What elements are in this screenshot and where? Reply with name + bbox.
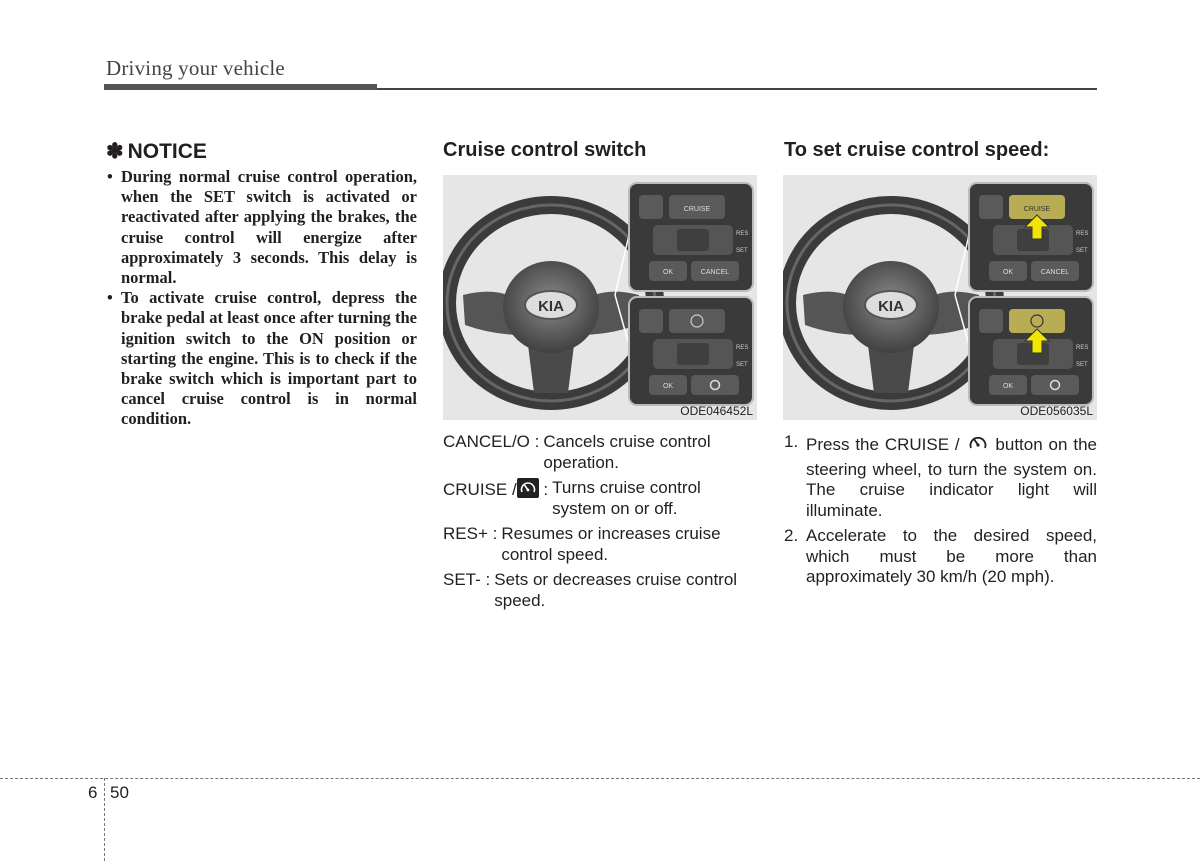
res-label-2: RES [736,345,749,351]
notice-star-icon: ✽ [106,140,124,163]
step-item [784,526,1097,588]
set-label-2: SET [736,362,748,368]
steering-wheel-illustration [443,175,757,420]
cruise-speedometer-icon [517,478,539,498]
notice-item: • To activate cruise control, depress the brake pedal at least once after turning the ignition switch to the ON position or starting the engine. This is to check if the brake switch which is important part to cancel cruise control is in normal condition. [104,288,417,429]
cancel-button-label-3: CANCEL [1040,269,1070,276]
figure-code: ODE046452L [680,404,753,418]
res-label-4: RES [1076,345,1089,351]
definition-cruise [443,478,757,519]
page-number: 50 [110,783,129,802]
steering-wheel-illustration-highlighted [783,175,1097,420]
step-text [806,432,1097,521]
definition-text: Sets or decreases cruise control speed. [494,570,738,610]
res-label: RES [736,231,749,237]
footer-rule [0,778,1200,779]
kia-logo-2: KIA [878,298,904,315]
notice-title: NOTICE [127,140,207,163]
definition-text: Cancels cruise control operation. [543,432,711,472]
steering-wheel-figure-1 [443,175,757,420]
header-rule-thin [377,88,1097,90]
definition-text: Turns cruise control system on or off. [552,478,701,518]
step-item [784,432,1097,521]
kia-logo: KIA [538,298,564,315]
definition-term: SET- : [443,570,491,589]
definition-term [443,478,552,519]
set-label-3: SET [1076,248,1088,254]
cruise-button-label-highlighted: CRUISE [1023,206,1051,213]
cancel-button-label: CANCEL [700,269,730,276]
switch-section-title: Cruise control switch [443,139,647,161]
set-steps [784,432,1097,593]
header-rule-thick [104,84,377,90]
set-section-title: To set cruise control speed: [784,139,1050,161]
steering-wheel-figure-2 [783,175,1097,420]
footer-divider [104,778,105,861]
definition-res [443,524,757,565]
set-label-4: SET [1076,362,1088,368]
step-number: 1. [784,432,799,451]
figure-code: ODE056035L [1020,404,1093,418]
definition-term: CANCEL/O : [443,432,540,451]
step-number: 2. [784,526,799,545]
definition-term-prefix: CRUISE / [443,480,517,499]
ok-button-label-3: OK [1002,269,1014,276]
step-text: Accelerate to the desired speed, which must be more than approximately 30 km/h (20 mph). [806,526,1097,586]
definition-cancel [443,432,757,473]
page-header-title: Driving your vehicle [106,56,285,80]
chapter-number: 6 [88,783,98,802]
set-label: SET [736,248,748,254]
definition-term-suffix: : [543,480,549,499]
notice-list [104,167,417,430]
notice-item: • During normal cruise control operation, when the SET switch is activated or reactivated after applying the brakes, the cruise control will energize after approximately 3 seconds. This delay is normal. [104,167,417,288]
notice-heading [106,139,207,164]
ok-button-label-4: OK [1002,383,1014,390]
switch-definitions [443,432,757,616]
definition-term: RES+ : [443,524,498,543]
res-label-3: RES [1076,231,1089,237]
cruise-speedometer-icon [966,432,990,460]
definition-text: Resumes or increases cruise control speed. [501,524,721,564]
step-text-after: button on the steering wheel, to turn the system on. The cruise indicator light will illuminate. [806,435,1097,520]
ok-button-label: OK [662,269,674,276]
definition-set [443,570,757,611]
ok-button-label-2: OK [662,383,674,390]
step-text-before: Press the CRUISE / [806,435,960,454]
cruise-button-label: CRUISE [683,206,711,213]
